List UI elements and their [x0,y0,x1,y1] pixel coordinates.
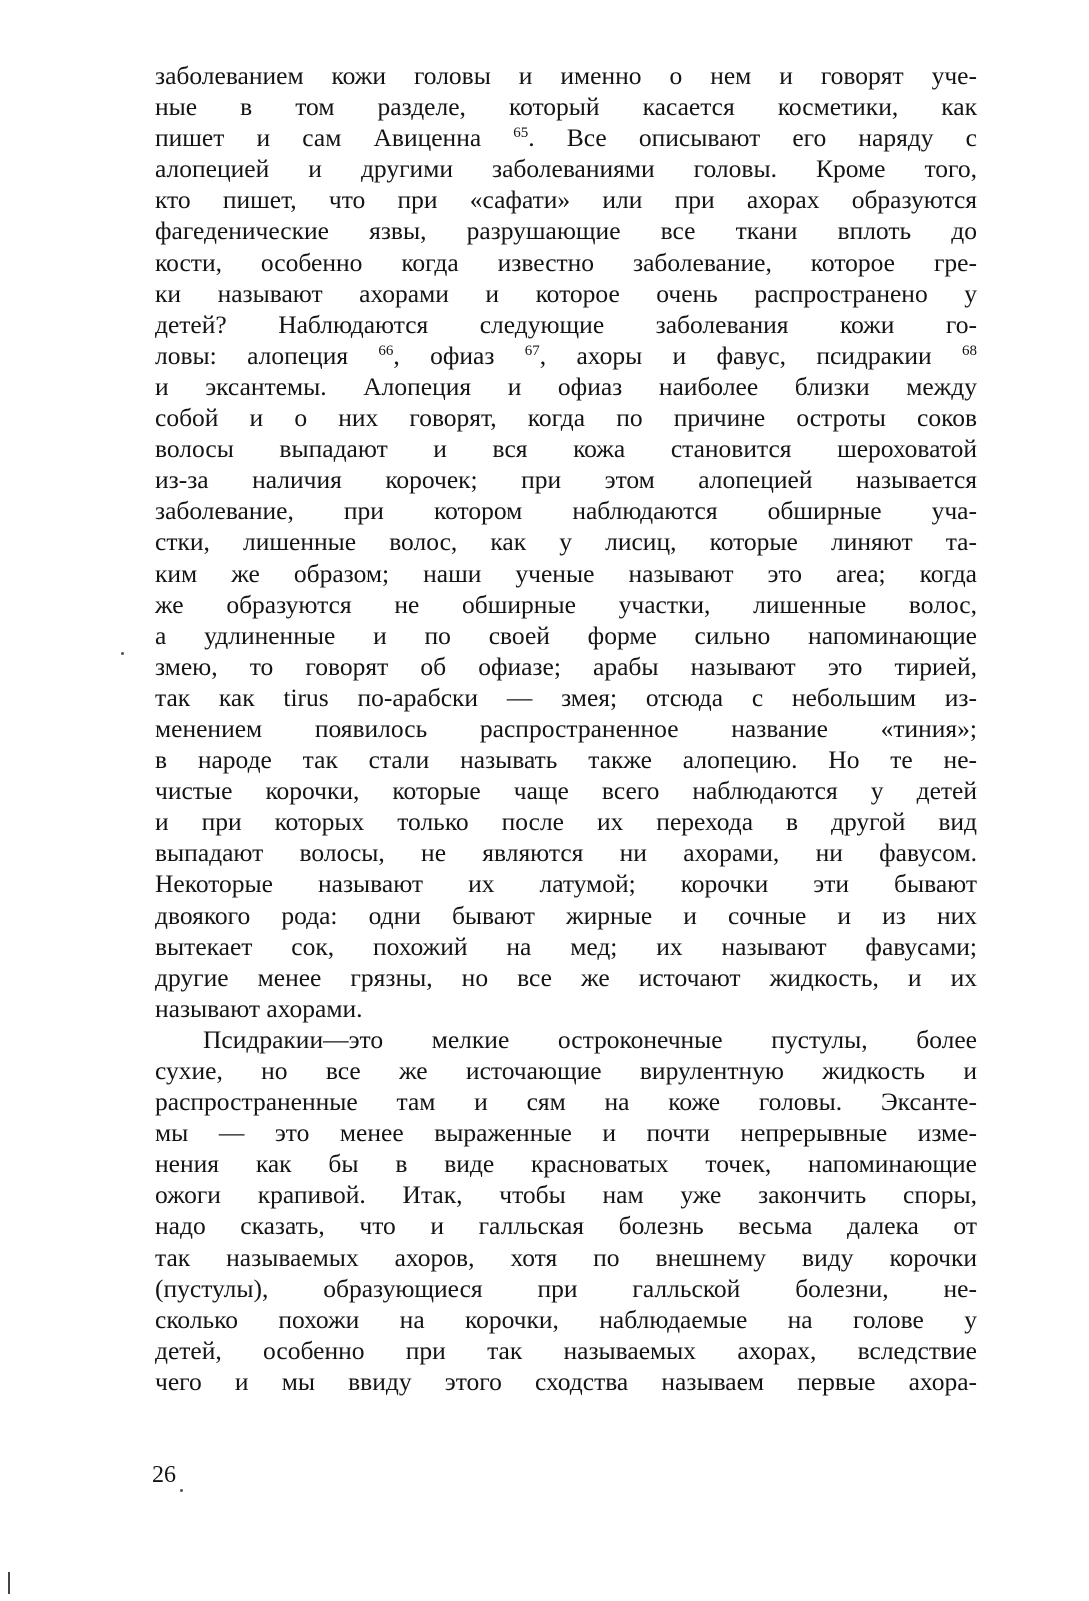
text-run: ные в том разделе, который касается косметики, как [155,92,977,122]
text-line [155,1335,977,1366]
text-run: менением появилось распространенное название «тиния»; [155,713,977,743]
print-speck [121,652,124,655]
footnote-ref: 65 [513,125,529,142]
text-line [155,962,977,993]
text-run: кто пишет, что при «сафати» или при ахорах образуются [155,185,977,215]
text-run: из-за наличия корочек; при этом алопецией называется [155,465,977,495]
text-run: выпадают волосы, не являются ни ахорами, ни фавусом. [155,838,977,868]
text-run: стки, лишенные волос, как у лисиц, которые линяют та- [155,527,977,557]
text-run: собой и о них говорят, когда по причине остроты соков [155,403,977,433]
text-line [155,1024,977,1055]
text-line [155,837,977,868]
text-line [155,215,977,246]
text-line [155,464,977,495]
text-line [155,278,977,309]
text-line [155,91,977,122]
text-run: детей? Наблюдаются следующие заболевания кожи го- [155,309,977,339]
print-speck [180,1489,183,1492]
text-line [155,309,977,340]
text-line [155,371,977,402]
text-line [155,775,977,806]
text-run: ким же образом; наши ученые называют это area; когда [155,558,977,588]
text-line [155,433,977,464]
text-run: (пустулы), образующиеся при галльской болезни, не- [155,1273,977,1303]
text-run: в народе так стали называть также алопецию. Но те не- [155,745,977,775]
text-line [155,340,977,371]
paragraph [155,1024,977,1397]
text-run: Некоторые называют их латумой; корочки эти бывают [155,869,977,899]
text-line [155,931,977,962]
text-line [155,744,977,775]
text-line [155,806,977,837]
paragraph [155,60,977,1024]
text-line [155,651,977,682]
text-line [155,1117,977,1148]
text-run: двоякого рода: одни бывают жирные и сочные и из них [155,900,977,930]
text-line [155,526,977,557]
text-line [155,1148,977,1179]
text-run: вытекает сок, похожий на мед; их называют фавусами; [155,931,977,961]
text-line [155,402,977,433]
text-run: волосы выпадают и вся кожа становится шероховатой [155,434,977,464]
text-line [155,713,977,744]
footnote-ref: 68 [962,342,977,359]
text-line [155,122,977,153]
text-run: детей, особенно при так называемых ахорах, вследствие [155,1335,977,1365]
text-run: ловы: алопеция [155,340,379,370]
text-run: распространенные там и сям на коже головы. Эксанте- [155,1087,977,1117]
text-line [155,589,977,620]
text-run: и эксантемы. Алопеция и офиаз наиболее близки между [155,371,977,401]
text-line [155,1304,977,1335]
text-line [155,1086,977,1117]
text-run: другие менее грязны, но все же источают жидкость, и их [155,962,977,992]
text-line [155,1242,977,1273]
text-run: мы — это менее выраженные и почти непрерывные изме- [155,1118,977,1148]
scan-margin-mark [8,1572,10,1594]
text-run: а удлиненные и по своей форме сильно напоминающие [155,620,977,650]
text-line [155,60,977,91]
text-line [155,1366,977,1397]
text-run: заболевание, при котором наблюдаются обширные уча- [155,496,977,526]
text-line [155,1273,977,1304]
text-run: сколько похожи на корочки, наблюдаемые на голове у [155,1304,977,1334]
text-run: чистые корочки, которые чаще всего наблюдаются у детей [155,776,977,806]
text-run: ожоги крапивой. Итак, чтобы нам уже закончить споры, [155,1180,977,1210]
text-line [155,1179,977,1210]
text-run: змею, то говорят об офиазе; арабы называют это тирией, [155,651,977,681]
text-run: и при которых только после их перехода в другой вид [155,807,977,837]
text-run: . Все описывают его наряду с [528,123,977,153]
text-line [155,495,977,526]
text-run: пишет и сам Авиценна [155,123,514,153]
text-run: так как tirus по-арабски — змея; отсюда с небольшим из- [155,682,977,712]
text-run: надо сказать, что и галльская болезнь весьма далека от [155,1211,977,1241]
footnote-ref: 66 [378,342,394,359]
text-run: , офиаз [393,340,525,370]
footnote-ref: 67 [524,342,540,359]
text-run: чего и мы ввиду этого сходства называем первые ахора- [155,1366,977,1396]
text-run: нения как бы в виде красноватых точек, напоминающие [155,1149,977,1179]
text-run: ки называют ахорами и которое очень распространено у [155,278,977,308]
text-line [155,1055,977,1086]
text-line [155,682,977,713]
text-run: называют ахорами. [155,993,363,1023]
text-line [155,620,977,651]
text-run: заболеванием кожи головы и именно о нем и говорят уче- [155,61,977,90]
text-line [155,868,977,899]
text-line [155,558,977,589]
text-run: Псидракии—это мелкие остроконечные пустулы, более [203,1024,977,1054]
body-text [155,60,977,1397]
text-line [155,184,977,215]
page-number: 26 [152,1462,176,1488]
text-line [155,900,977,931]
text-line [155,153,977,184]
text-run: , ахоры и фавус, псидракии [539,340,962,370]
text-run: кости, особенно когда известно заболевание, которое гре- [155,247,977,277]
text-run: фагеденические язвы, разрушающие все ткани вплоть до [155,216,977,246]
text-run: алопецией и другими заболеваниями головы. Кроме того, [155,154,977,184]
text-run: сухие, но все же источающие вирулентную жидкость и [155,1056,977,1085]
text-line [155,993,977,1024]
text-run: так называемых ахоров, хотя по внешнему виду корочки [155,1242,977,1272]
text-run: же образуются не обширные участки, лишенные волос, [155,589,977,619]
text-line [155,1210,977,1241]
text-line [155,247,977,278]
